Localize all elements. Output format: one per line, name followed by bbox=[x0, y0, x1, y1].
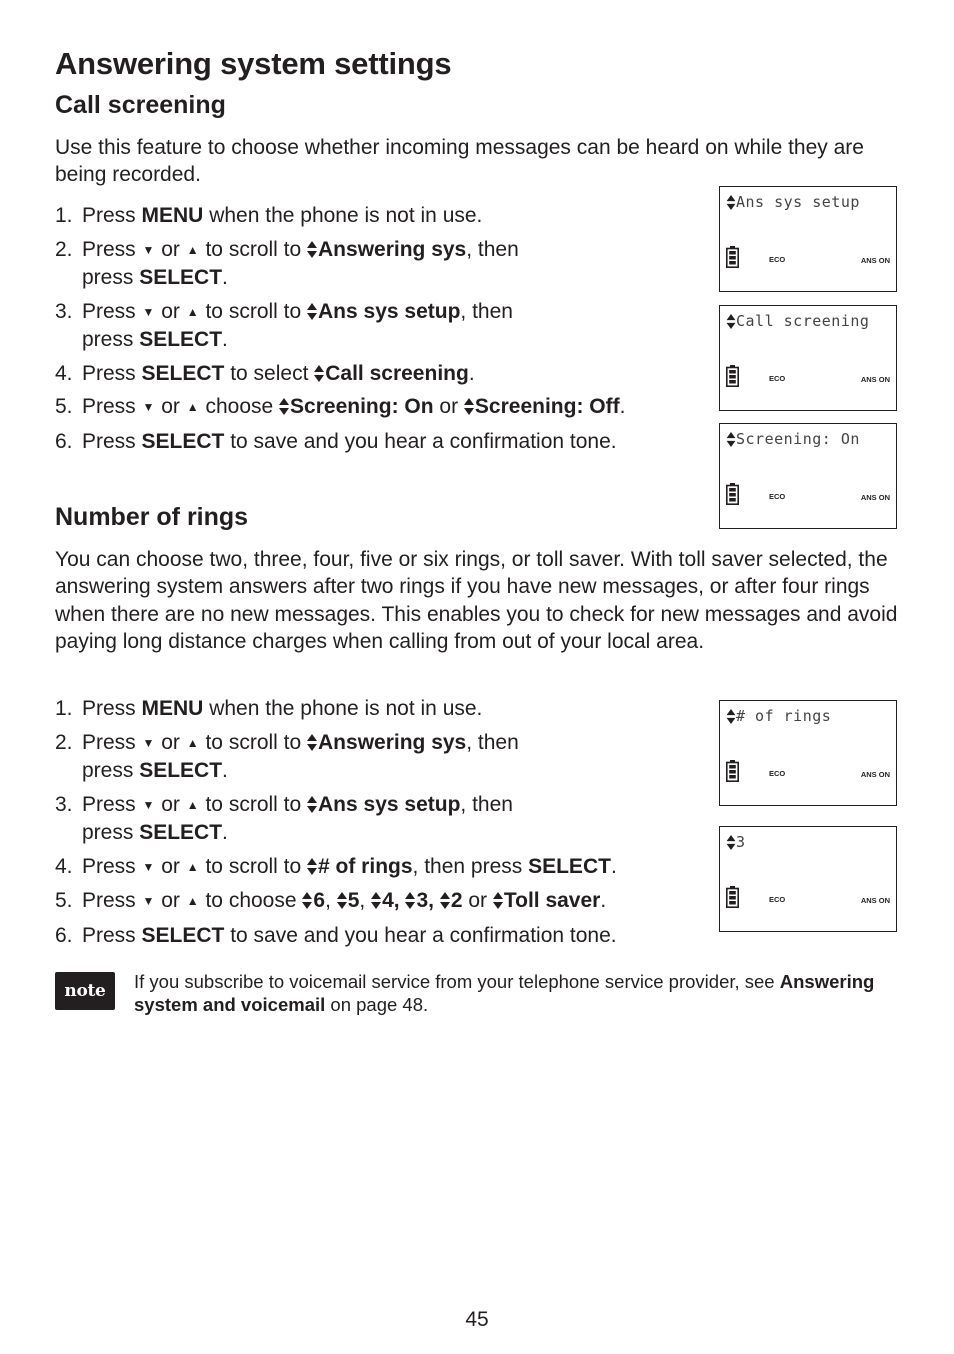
up-down-arrow-icon bbox=[464, 398, 474, 415]
page-number: 45 bbox=[465, 1308, 489, 1331]
list-item: 1. Press MENU when the phone is not in use. bbox=[55, 204, 483, 227]
list-item: 1. Press MENU when the phone is not in use. bbox=[55, 697, 483, 720]
down-arrow-icon: ▼ bbox=[142, 894, 155, 908]
up-down-arrow-icon bbox=[726, 314, 736, 329]
eco-indicator: ECO bbox=[769, 255, 786, 264]
down-arrow-icon: ▼ bbox=[142, 400, 155, 414]
up-down-arrow-icon bbox=[726, 432, 736, 447]
list-item: 3. Press ▼ or ▲ to scroll to Ans sys setup, then press SELECT. bbox=[55, 299, 513, 351]
up-down-arrow-icon bbox=[302, 892, 312, 909]
battery-icon bbox=[726, 886, 739, 908]
battery-icon bbox=[726, 365, 739, 387]
eco-indicator: ECO bbox=[769, 895, 786, 904]
up-arrow-icon: ▲ bbox=[186, 304, 199, 319]
up-down-arrow-icon bbox=[307, 241, 317, 258]
number-of-rings-intro: You can choose two, three, four, five or six rings, or toll saver. With toll saver selected, the answering system answers after two rings if you have new messages, or after four rings when there are no new messages. This enables you to check for new messages and avoid paying long distance charges when calling from out of your local area. bbox=[55, 548, 898, 653]
note-text: If you subscribe to voicemail service from your telephone service provider, see Answering system and voicemail on page 48. bbox=[134, 971, 875, 1015]
down-arrow-icon: ▼ bbox=[142, 242, 155, 257]
up-down-arrow-icon bbox=[307, 858, 317, 875]
up-down-arrow-icon bbox=[493, 892, 503, 909]
note-link: Answering system and voicemail bbox=[134, 971, 875, 1015]
up-down-arrow-icon bbox=[726, 709, 736, 724]
handset-screen: Screening: On ECO ANS ON bbox=[719, 423, 897, 529]
up-down-arrow-icon bbox=[307, 303, 317, 320]
eco-indicator: ECO bbox=[769, 492, 786, 501]
up-down-arrow-icon bbox=[307, 796, 317, 813]
eco-indicator: ECO bbox=[769, 374, 786, 383]
list-item: 6. Press SELECT to save and you hear a confirmation tone. bbox=[55, 429, 617, 453]
up-arrow-icon: ▲ bbox=[186, 735, 199, 750]
list-item: 6. Press SELECT to save and you hear a confirmation tone. bbox=[55, 923, 617, 947]
up-arrow-icon: ▲ bbox=[186, 859, 199, 874]
ans-on-indicator: ANS ON bbox=[860, 896, 890, 905]
up-down-arrow-icon bbox=[279, 398, 289, 415]
ans-on-indicator: ANS ON bbox=[860, 256, 890, 265]
call-screening-heading: Call screening bbox=[55, 91, 226, 119]
up-down-arrow-icon bbox=[337, 892, 347, 909]
list-item: 5. Press ▼ or ▲ to choose 6, 5, 4, 3, 2 or Toll saver. bbox=[55, 887, 705, 916]
down-arrow-icon: ▼ bbox=[142, 797, 155, 812]
handset-screen: 3 ECO ANS ON bbox=[719, 826, 897, 932]
up-arrow-icon: ▲ bbox=[186, 242, 199, 257]
battery-icon bbox=[726, 760, 739, 782]
handset-screen: Ans sys setup ECO ANS ON bbox=[719, 186, 897, 292]
up-down-arrow-icon bbox=[726, 835, 736, 850]
list-item: 2. Press ▼ or ▲ to scroll to Answering sys, then press SELECT. bbox=[55, 730, 519, 782]
list-item: 5. Press ▼ or ▲ choose Screening: On or Screening: Off. bbox=[55, 393, 705, 422]
down-arrow-icon: ▼ bbox=[142, 304, 155, 319]
list-item: 4. Press ▼ or ▲ to scroll to # of rings, then press SELECT. bbox=[55, 853, 705, 882]
battery-icon bbox=[726, 483, 739, 505]
ans-on-indicator: ANS ON bbox=[860, 770, 890, 779]
eco-indicator: ECO bbox=[769, 769, 786, 778]
up-arrow-icon: ▲ bbox=[186, 400, 199, 414]
handset-screen: Call screening ECO ANS ON bbox=[719, 305, 897, 411]
up-down-arrow-icon bbox=[440, 892, 450, 909]
call-screening-intro: Use this feature to choose whether incoming messages can be heard on while they are being recorded. bbox=[55, 136, 864, 187]
page-title: Answering system settings bbox=[55, 46, 452, 81]
call-screening-steps bbox=[55, 202, 705, 455]
down-arrow-icon: ▼ bbox=[142, 735, 155, 750]
list-item: 3. Press ▼ or ▲ to scroll to Ans sys setup, then press SELECT. bbox=[55, 792, 513, 844]
up-arrow-icon: ▲ bbox=[186, 797, 199, 812]
handset-screen: # of rings ECO ANS ON bbox=[719, 700, 897, 806]
up-arrow-icon: ▲ bbox=[186, 894, 199, 908]
number-of-rings-heading: Number of rings bbox=[55, 503, 249, 531]
list-item: 4. Press SELECT to select Call screening. bbox=[55, 361, 475, 385]
up-down-arrow-icon bbox=[371, 892, 381, 909]
ans-on-indicator: ANS ON bbox=[860, 375, 890, 384]
ans-on-indicator: ANS ON bbox=[860, 493, 890, 502]
list-item: 2. Press ▼ or ▲ to scroll to Answering sys, then press SELECT. bbox=[55, 237, 519, 289]
down-arrow-icon: ▼ bbox=[142, 859, 155, 874]
up-down-arrow-icon bbox=[307, 734, 317, 751]
battery-icon bbox=[726, 246, 739, 268]
note-badge: note bbox=[55, 972, 115, 1010]
up-down-arrow-icon bbox=[405, 892, 415, 909]
up-down-arrow-icon bbox=[726, 195, 736, 210]
up-down-arrow-icon bbox=[314, 365, 324, 382]
number-of-rings-steps bbox=[55, 695, 705, 949]
